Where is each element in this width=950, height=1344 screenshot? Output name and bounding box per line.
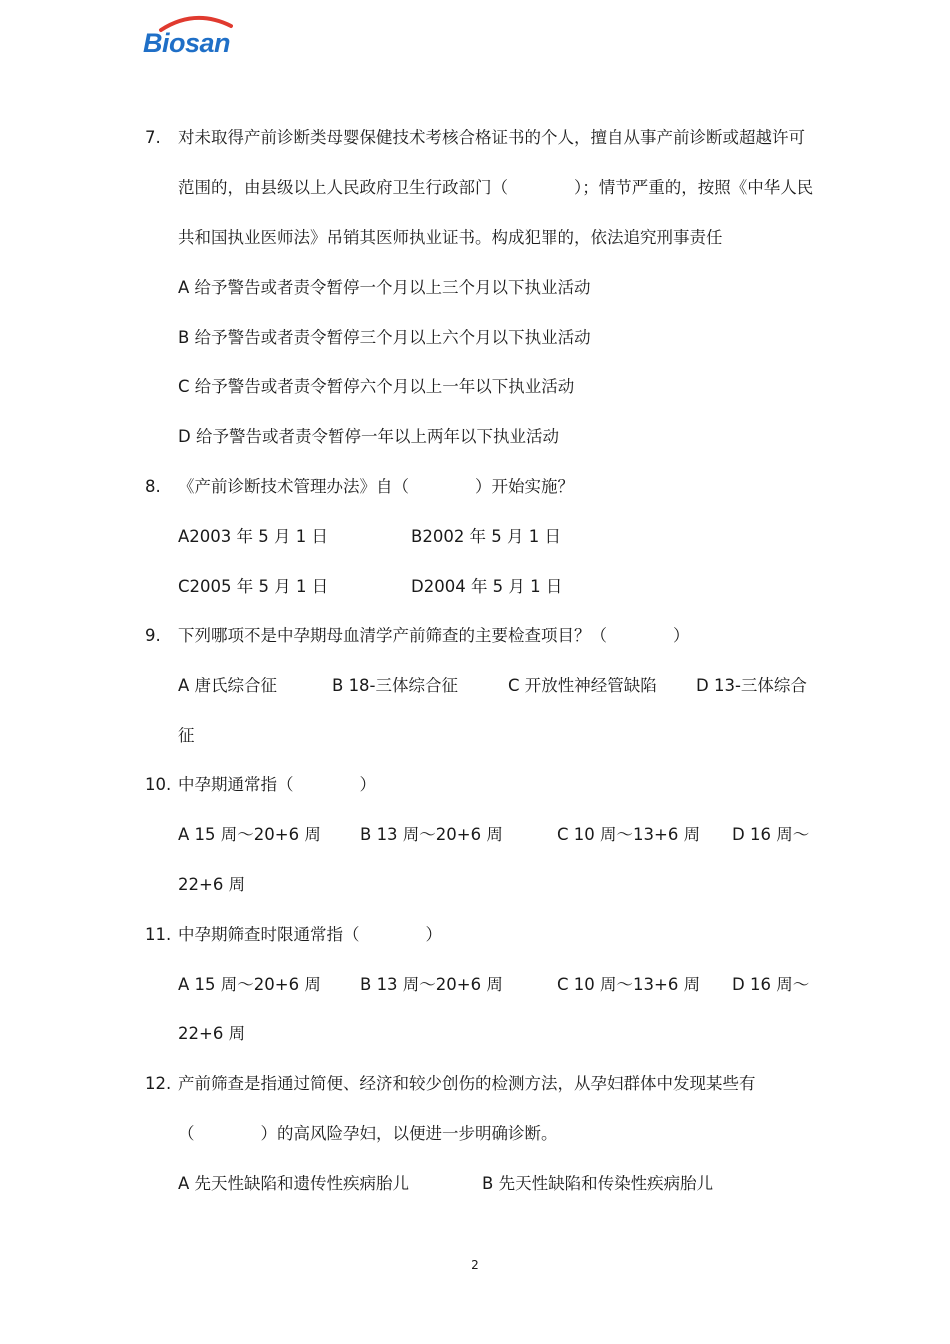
q7-line-3: 共和国执业医师法》吊销其医师执业证书。构成犯罪的，依法追究刑事责任 <box>178 228 723 247</box>
q8-option-d: D2004 年 5 月 1 日 <box>411 577 563 596</box>
q10-line-1: 中孕期通常指（ ） <box>178 775 376 794</box>
q8-number: 8. <box>145 477 161 496</box>
q9-option-d: D 13-三体综合 <box>696 676 807 695</box>
q10-number: 10. <box>145 775 172 794</box>
q11-option-d-cont: 22+6 周 <box>178 1024 246 1043</box>
q10-option-d: D 16 周～ <box>732 825 810 844</box>
q10-option-c: C 10 周～13+6 周 <box>557 825 701 844</box>
q12-option-b: B 先天性缺陷和传染性疾病胎儿 <box>482 1174 714 1193</box>
q7-option-c: C 给予警告或者责令暂停六个月以上一年以下执业活动 <box>178 377 575 396</box>
logo-text: Biosan <box>143 28 231 58</box>
q10-option-d-cont: 22+6 周 <box>178 875 246 894</box>
q7-option-d: D 给予警告或者责令暂停一年以上两年以下执业活动 <box>178 427 559 446</box>
q11-line-1: 中孕期筛查时限通常指（ ） <box>178 925 442 944</box>
q11-option-d: D 16 周～ <box>732 975 810 994</box>
q12-option-a: A 先天性缺陷和遗传性疾病胎儿 <box>178 1174 410 1193</box>
q10-option-a: A 15 周～20+6 周 <box>178 825 321 844</box>
q7-line-2: 范围的，由县级以上人民政府卫生行政部门（ ）；情节严重的，按照《中华人民 <box>178 178 814 197</box>
q7-option-a: A 给予警告或者责令暂停一个月以上三个月以下执业活动 <box>178 278 591 297</box>
q9-option-c: C 开放性神经管缺陷 <box>508 676 657 695</box>
q8-line-1: 《产前诊断技术管理办法》自（ ）开始实施？ <box>178 477 574 496</box>
q10-option-b: B 13 周～20+6 周 <box>360 825 503 844</box>
q8-option-b: B2002 年 5 月 1 日 <box>411 527 562 546</box>
q12-number: 12. <box>145 1074 172 1093</box>
q12-line-2: （ ）的高风险孕妇，以便进一步明确诊断。 <box>178 1124 558 1143</box>
q8-option-a: A2003 年 5 月 1 日 <box>178 527 328 546</box>
q12-line-1: 产前筛查是指通过简便、经济和较少创伤的检测方法，从孕妇群体中发现某些有 <box>178 1074 756 1093</box>
q11-option-a: A 15 周～20+6 周 <box>178 975 321 994</box>
q9-option-d-cont: 征 <box>178 726 195 745</box>
q9-number: 9. <box>145 626 161 645</box>
page-number: 2 <box>471 1258 479 1272</box>
q11-option-b: B 13 周～20+6 周 <box>360 975 503 994</box>
q9-option-a: A 唐氏综合征 <box>178 676 278 695</box>
q11-number: 11. <box>145 925 172 944</box>
q8-option-c: C2005 年 5 月 1 日 <box>178 577 329 596</box>
q11-option-c: C 10 周～13+6 周 <box>557 975 701 994</box>
q7-number: 7. <box>145 128 161 147</box>
q7-option-b: B 给予警告或者责令暂停三个月以上六个月以下执业活动 <box>178 328 591 347</box>
q7-line-1: 对未取得产前诊断类母婴保健技术考核合格证书的个人，擅自从事产前诊断或超越许可 <box>178 128 805 147</box>
q9-option-b: B 18-三体综合征 <box>332 676 459 695</box>
biosan-logo <box>143 14 233 60</box>
q9-line-1: 下列哪项不是中孕期母血清学产前筛查的主要检查项目？（ ） <box>178 626 690 645</box>
